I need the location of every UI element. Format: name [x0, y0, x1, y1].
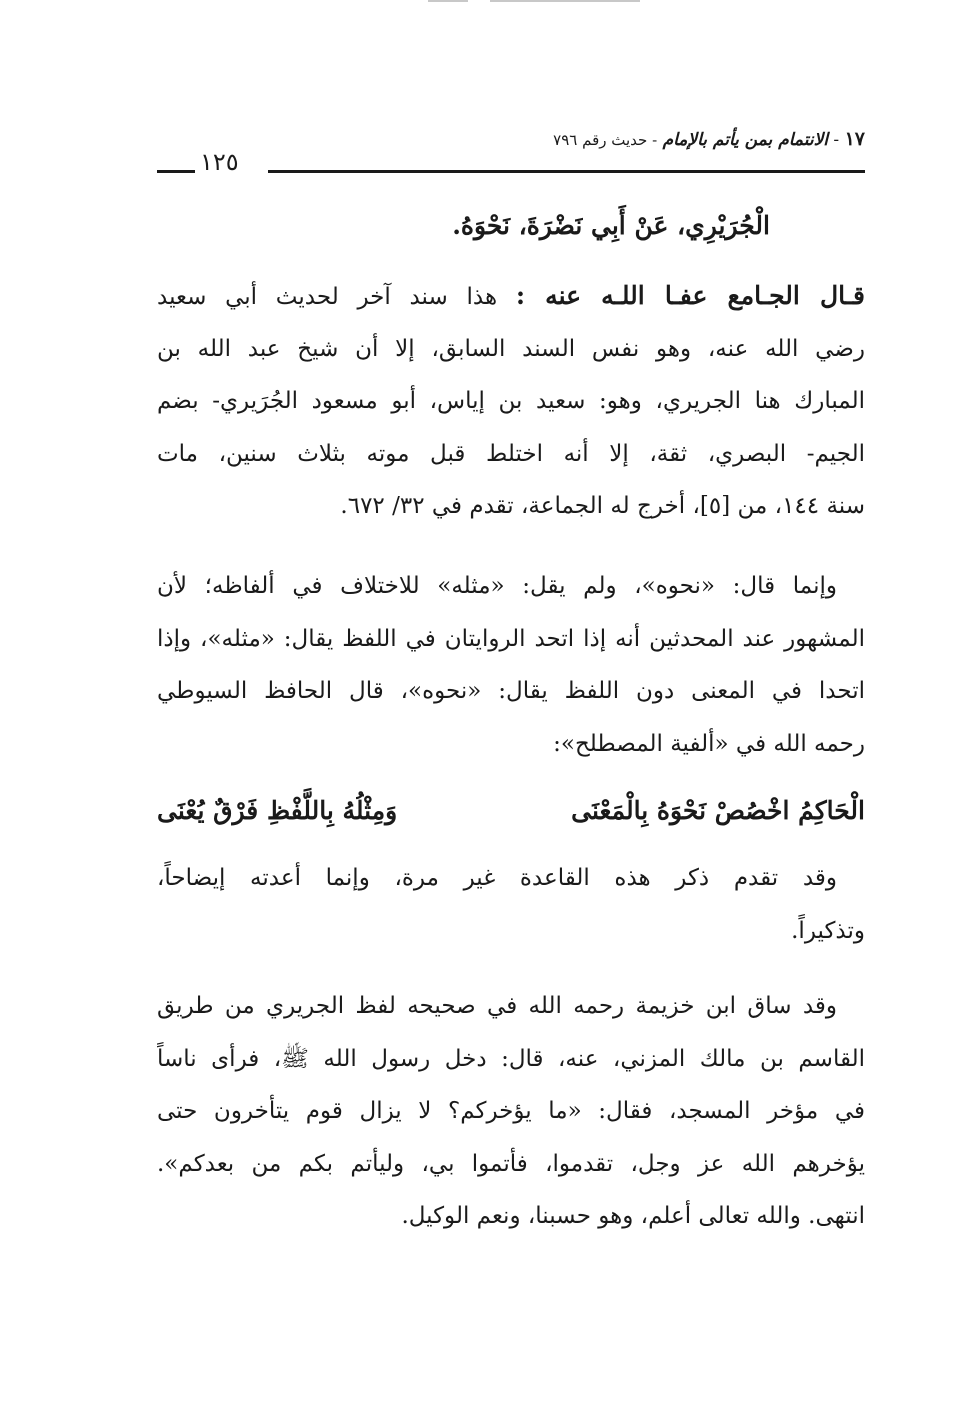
paragraph-line: القاسم بن مالك المزني، عنه، قال: دخل رسول الله ﷺ، فرأى ناساً: [157, 1045, 865, 1072]
page-number: ١٢٥: [200, 148, 239, 176]
paragraph-line: رحمه الله في «ألفية المصطلح»:: [553, 730, 865, 757]
book-title: الانتمام بمن يأتم بالإمام: [662, 130, 829, 150]
paragraph-line: في مؤخر المسجد، فقال: «ما يؤخركم؟ لا يزال قوم يتأخرون حتى: [157, 1098, 865, 1124]
paragraph-line: قـال الجـامع عفـا اللـه عنه : هذا سند آخر لحديث أبي سعيد: [157, 281, 865, 310]
opening-line-block: [157, 200, 865, 253]
verse-second-hemistich: وَمِثْلُهُ بِاللَّفْظِ فَرْقٌ يُعْنَى: [157, 796, 398, 825]
page-number-dash: [157, 170, 195, 173]
paragraph-line: المشهور عند المحدثين أنه إذا اتحد الروايتان في اللفظ يقال: «مثله»، وإذا: [157, 625, 865, 652]
opening-line: الْجُرَيْرِي، عَنْ أَبِي نَضْرَةَ، نَحْوَهُ.: [452, 211, 770, 240]
scan-mark: [428, 0, 468, 2]
scan-mark: [490, 0, 640, 2]
paragraph-1: [157, 270, 865, 533]
verse: [157, 796, 865, 846]
paragraph-line: اتحدا في المعنى دون اللفظ يقال: «نحوه»، قال الحافظ السيوطي: [157, 678, 865, 704]
verse-first-hemistich: الْحَاكِمُ اخْصُصْ نَحْوَهُ بِالْمَعْنَى: [571, 796, 865, 825]
paragraph-3: [157, 852, 865, 957]
header-rule: [268, 170, 865, 173]
paragraph-line: انتهى. والله تعالى أعلم، وهو حسبنا، ونعم الوكيل.: [401, 1203, 865, 1229]
paragraph-line: رضي الله عنه، وهو نفس السند السابق، إلا أن شيخ عبد الله بن: [157, 335, 865, 362]
paragraph-4: [157, 980, 865, 1243]
paragraph-line: وقد ساق ابن خزيمة رحمه الله في صحيحه لفظ الجريري من طريق: [157, 993, 837, 1019]
paragraph-line: المبارك هنا الجريري، وهو: سعيد بن إياس، أبو مسعود الجُرَيري- بضم: [157, 388, 865, 414]
paragraph-line: يؤخرهم الله عز وجل، تقدموا، فأتموا بي، وليأتم بكم من بعدكم».: [157, 1150, 865, 1177]
part-number: ١٧: [844, 128, 865, 150]
paragraph-line: الجيم- البصري، ثقة، إلا أنه اختلط قبل موته بثلاث سنين، مات: [157, 440, 865, 467]
paragraph-line: وإنما قال: «نحوه»، ولم يقل: «مثله» للاختلاف في ألفاظه؛ لأن: [157, 573, 837, 599]
paragraph-2: [157, 560, 865, 770]
running-header: [160, 128, 865, 158]
paragraph-line: سنة ١٤٤، من [٥]، أخرج له الجماعة، تقدم في ٣٢/ ٦٧٢.: [340, 493, 865, 519]
paragraph-line: وقد تقدم ذكر هذه القاعدة غير مرة، وإنما أعدته إيضاحاً،: [157, 865, 837, 891]
header-separator: -: [833, 130, 840, 150]
paragraph-line: وتذكيراً.: [791, 917, 865, 944]
hadith-number: - حديث رقم ٧٩٦: [553, 131, 658, 149]
paragraph-lead: قـال الجـامع عفـا اللـه عنه :: [515, 281, 865, 310]
